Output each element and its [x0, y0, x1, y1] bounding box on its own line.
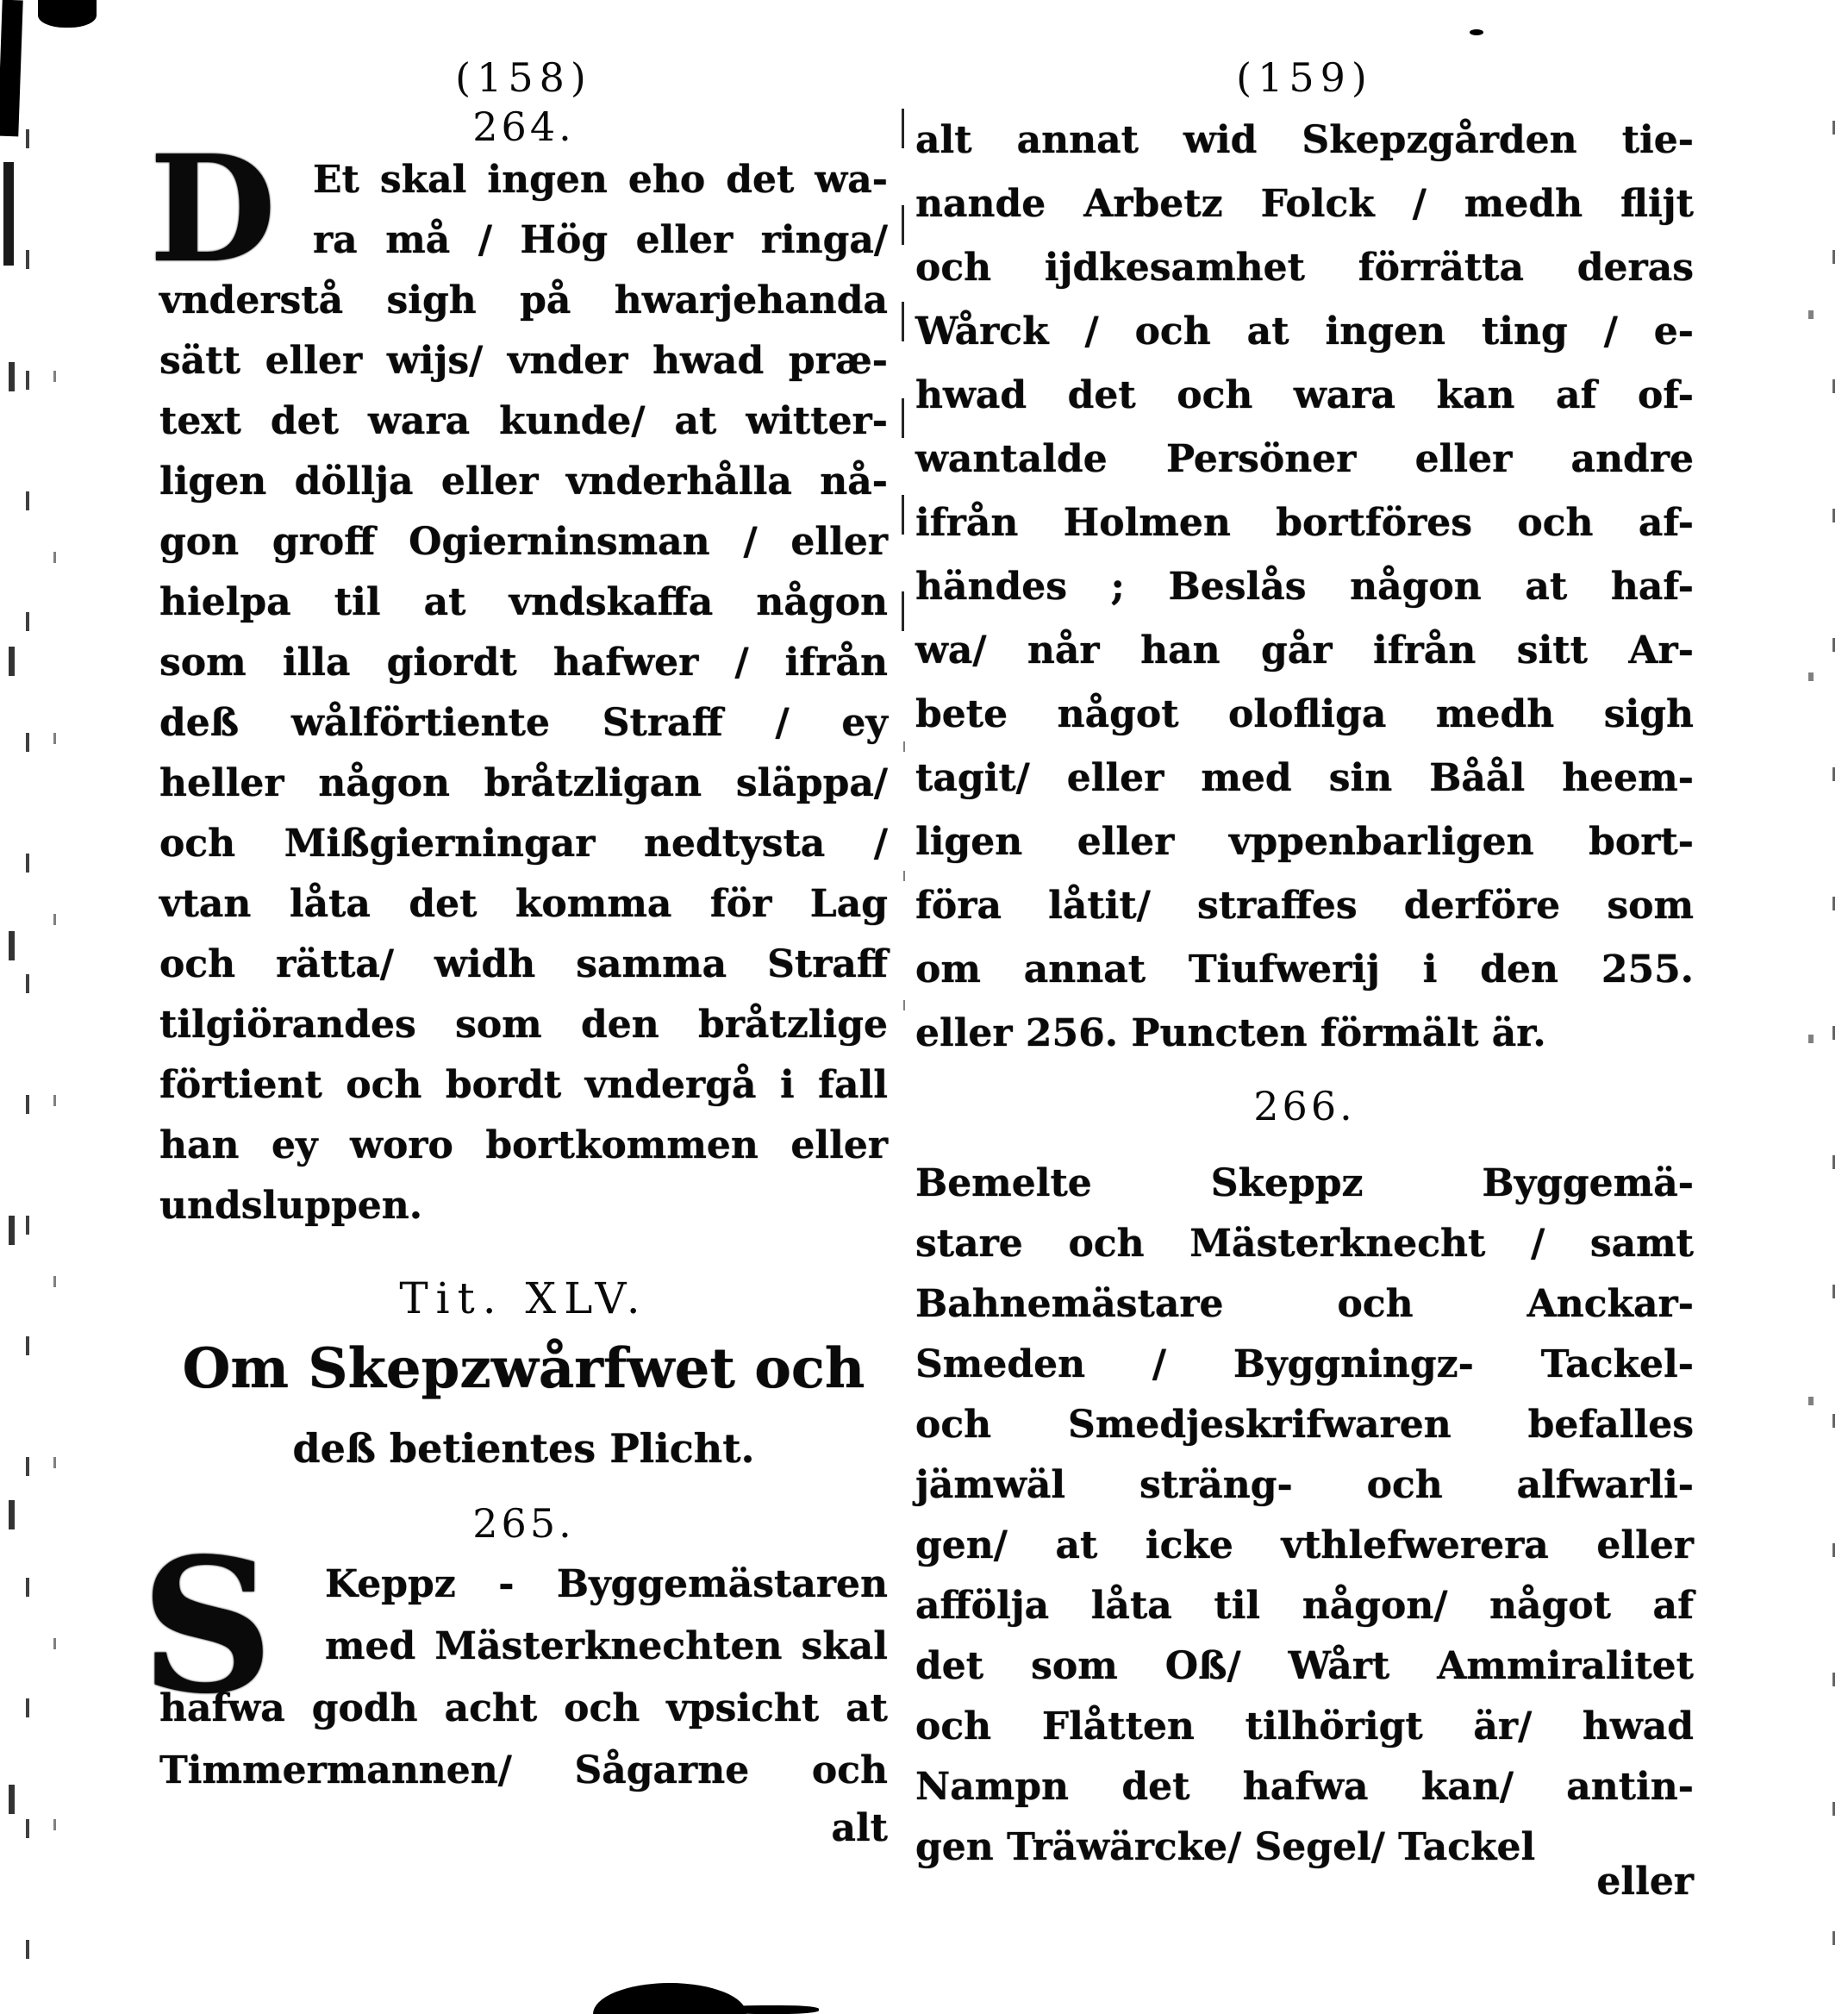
scan-artifact-edge — [9, 362, 15, 2014]
text-line: förtient och bordt vndergå i fall — [159, 1063, 888, 1107]
text-line: han ey woro bortkommen eller — [159, 1123, 888, 1167]
text-line: Bahnemästare och Anckar- — [915, 1282, 1694, 1326]
text-line: gen Träwärcke/ Segel/ Tackel — [915, 1825, 1536, 1869]
text-line: och Mißgierningar nedtysta / — [159, 822, 888, 866]
paragraph-265-continued — [915, 109, 1694, 1066]
text-line: vtan låta det komma för Lag — [159, 882, 888, 926]
scan-artifact-edge — [26, 129, 29, 2014]
page-number: (158) — [455, 54, 592, 101]
left-page — [140, 0, 888, 2014]
text-line: och rätta/ widh samma Straff — [159, 942, 888, 986]
text-line: Bemelte Skeppz Byggemä- — [915, 1161, 1694, 1205]
section-number-264: 264. — [472, 103, 575, 150]
scan-artifact-edge — [53, 371, 56, 1836]
text-line: och ijdkesamhet förrätta deras — [915, 246, 1694, 290]
gutter-line — [903, 741, 905, 1104]
scan-artifact-edge — [0, 0, 23, 136]
scan-artifact-edge — [1808, 310, 1814, 1655]
text-line: eller 256. Puncten förmält är. — [915, 1011, 1546, 1055]
text-line: Wårck / och at ingen ting / e- — [915, 310, 1694, 353]
text-line: och Smedjeskrifwaren befalles — [915, 1403, 1694, 1447]
gutter-line — [902, 109, 904, 678]
text-line: hielpa til at vndskaffa någon — [159, 580, 888, 624]
text-line: som illa giordt hafwer / ifrån — [159, 641, 888, 685]
text-line: affölja låta til någon/ något af — [915, 1584, 1694, 1628]
text-line: heller någon bråtzligan släppa/ — [159, 761, 888, 805]
text-line: wa/ når han går ifrån sitt Ar- — [915, 629, 1694, 672]
text-line: alt annat wid Skepzgården tie- — [915, 118, 1694, 162]
drop-cap-initial: D — [149, 123, 277, 296]
text-line: Nampn det hafwa kan/ antin- — [915, 1765, 1694, 1809]
drop-cap-initial: S — [140, 1518, 274, 1735]
paragraph-266 — [915, 1154, 1694, 1878]
section-number-266: 266. — [1253, 1083, 1356, 1129]
text-line: nande Arbetz Folck / medh flijt — [915, 182, 1694, 226]
catchword: alt — [831, 1806, 888, 1850]
text-line: Smeden / Byggningz- Tackel- — [915, 1342, 1694, 1386]
text-line: gen/ at icke vthlefwerera eller — [915, 1523, 1694, 1567]
section-number-265: 265. — [472, 1500, 575, 1547]
text-line: stare och Mästerknecht / samt — [915, 1222, 1694, 1266]
text-line: jämwäl sträng- och alfwarli- — [915, 1463, 1694, 1507]
text-line: vnderstå sigh på hwarjehanda — [159, 278, 888, 322]
scan-artifact-edge — [38, 0, 97, 28]
catchword: eller — [1596, 1860, 1694, 1904]
chapter-subtitle: deß betientes Plicht. — [292, 1425, 755, 1472]
text-line: det som Oß/ Wårt Ammiralitet — [915, 1644, 1694, 1688]
text-line: hafwa godh acht och vpsicht at — [159, 1686, 888, 1730]
text-line: bete något olofliga medh sigh — [915, 692, 1694, 736]
text-line: Keppz - Byggemästaren — [325, 1562, 888, 1606]
scan-artifact-edge — [1832, 121, 1835, 1948]
text-line: föra låtit/ straffes derföre som — [915, 884, 1694, 928]
text-line: undsluppen. — [159, 1184, 423, 1228]
text-line: gon groff Ogierninsman / eller — [159, 520, 888, 564]
right-page — [915, 0, 1694, 2014]
text-line: sätt eller wijs/ vnder hwad præ- — [159, 339, 888, 383]
text-line: med Mästerknechten skal — [325, 1624, 888, 1668]
text-line: tilgiörandes som den bråtzlige — [159, 1003, 888, 1047]
text-line: Timmermannen/ Sågarne och — [159, 1748, 888, 1792]
text-line: och Flåtten tilhörigt är/ hwad — [915, 1704, 1694, 1748]
text-line: Et skal ingen eho det wa- — [313, 158, 888, 202]
text-line: hwad det och wara kan af of- — [915, 373, 1694, 417]
scan-artifact-edge — [3, 162, 14, 266]
chapter-title: Om Skepzwårfwet och — [182, 1336, 865, 1401]
text-line: ra må / Hög eller ringa/ — [313, 218, 888, 262]
text-line: händes ; Beslås någon at haf- — [915, 565, 1694, 609]
page-number: (159) — [1236, 54, 1373, 101]
text-line: text det wara kunde/ at witter- — [159, 399, 888, 443]
text-line: om annat Tiufwerij i den 255. — [915, 948, 1694, 991]
text-line: deß wålförtiente Straff / ey — [159, 701, 888, 745]
chapter-heading: Tit. XLV. — [399, 1273, 648, 1323]
text-line: tagit/ eller med sin Båål heem- — [915, 756, 1694, 800]
text-line: ligen döllja eller vnderhålla nå- — [159, 460, 888, 504]
text-line: ifrån Holmen bortföres och af- — [915, 501, 1694, 545]
text-line: wantalde Persöner eller andre — [915, 437, 1694, 481]
text-line: ligen eller vppenbarligen bort- — [915, 820, 1694, 864]
